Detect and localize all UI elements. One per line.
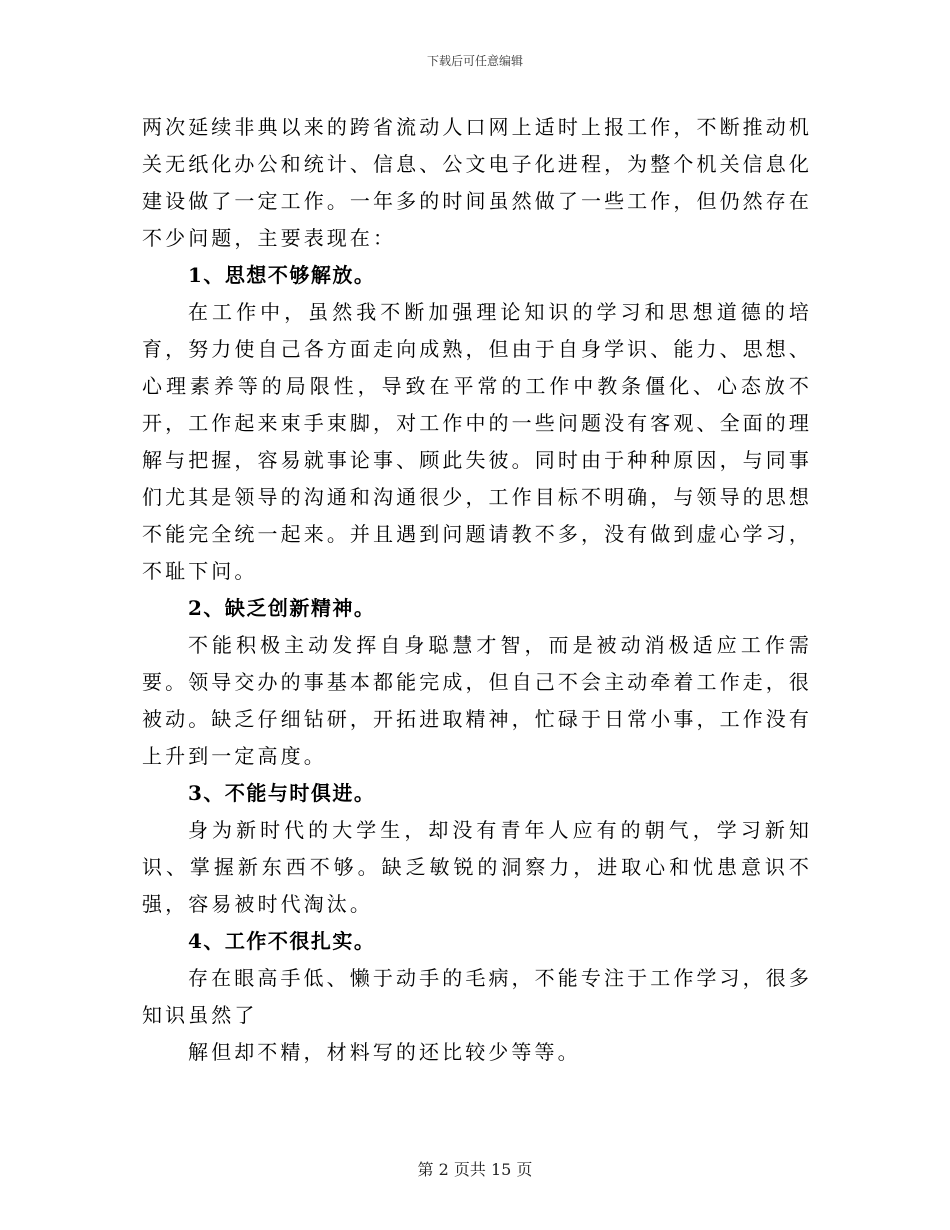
document-body	[142, 109, 812, 1071]
body-paragraph: 不能积极主动发挥自身聪慧才智，而是被动消极适应工作需要。领导交办的事基本都能完成，但自己不会主动牵着工作走，很被动。缺乏仔细钻研，开拓进取精神，忙碌于日常小事，工作没有上升到一定高度。	[142, 633, 812, 768]
page-header: 下载后可任意编辑	[426, 54, 523, 68]
section-heading: 2、缺乏创新精神。	[188, 596, 376, 620]
page-footer: 第 2 页共 15 页	[417, 1160, 533, 1179]
body-paragraph: 在工作中，虽然我不断加强理论知识的学习和思想道德的培育，努力使自己各方面走向成熟，但由于自身学识、能力、思想、心理素养等的局限性，导致在平常的工作中教条僵化、心态放不开，工作起来束手束脚，对工作中的一些问题没有客观、全面的理解与把握，容易就事论事、顾此失彼。同时由于种种原因，与同事们尤其是领导的沟通和沟通很少，工作目标不明确，与领导的思想不能完全统一起来。并且遇到问题请教不多，没有做到虚心学习，不耻下问。	[142, 300, 812, 583]
body-paragraph: 身为新时代的大学生，却没有青年人应有的朝气，学习新知识、掌握新东西不够。缺乏敏锐的洞察力，进取心和忧患意识不强，容易被时代淘汰。	[142, 818, 812, 916]
body-paragraph: 解但却不精，材料写的还比较少等等。	[188, 1040, 581, 1064]
section-heading: 4、工作不很扎实。	[188, 929, 376, 953]
section-heading: 3、不能与时俱进。	[188, 781, 376, 805]
section-heading: 1、思想不够解放。	[188, 263, 376, 287]
body-paragraph: 存在眼高手低、懒于动手的毛病，不能专注于工作学习，很多知识虽然了	[142, 966, 812, 1027]
body-paragraph: 两次延续非典以来的跨省流动人口网上适时上报工作，不断推动机关无纸化办公和统计、信息、公文电子化进程，为整个机关信息化建设做了一定工作。一年多的时间虽然做了一些工作，但仍然存在不少问题，主要表现在：	[142, 115, 812, 250]
